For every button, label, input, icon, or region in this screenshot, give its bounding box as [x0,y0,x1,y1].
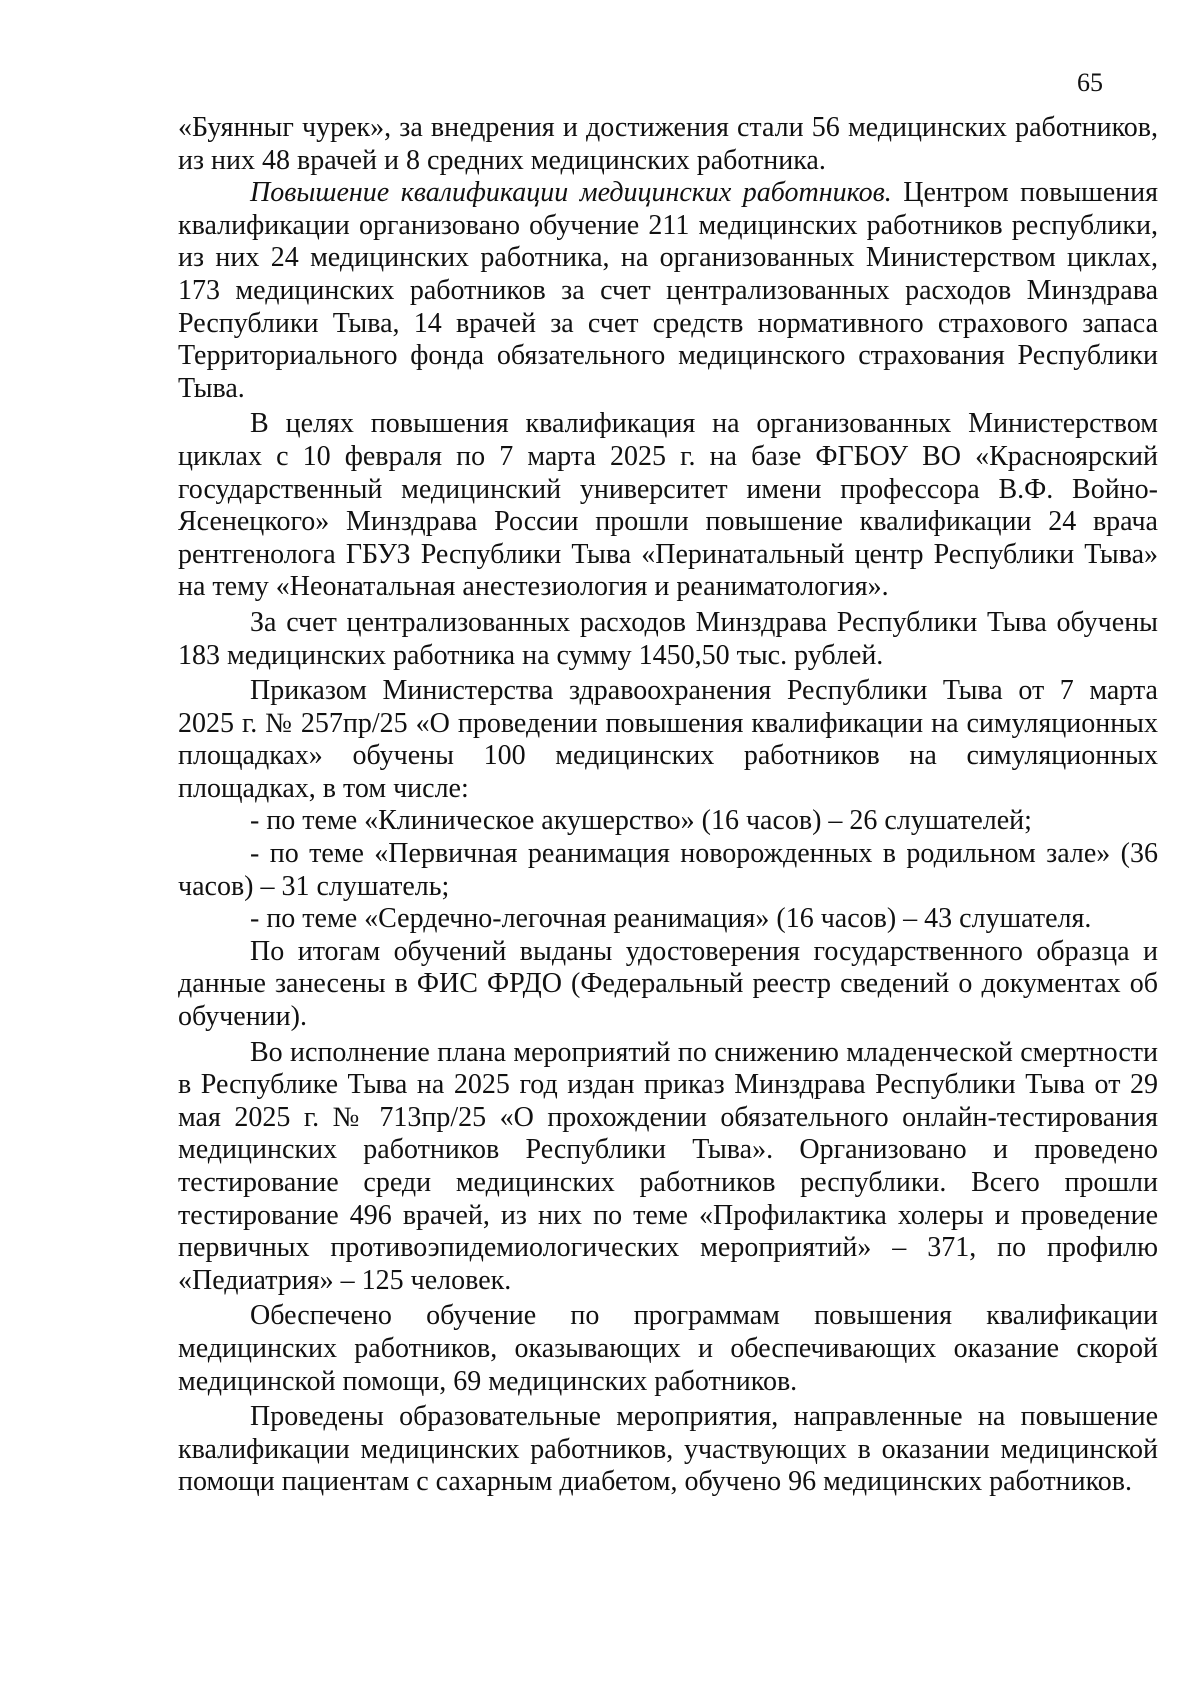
paragraph-text: Проведены образовательные мероприятия, направленные на повышение квалификации медицинских работников, участвующих в оказании медицинской помощи пациентам с сахарным диабетом, обучено 96 медицинских работников. [178,1401,1158,1498]
list-item-text: - по теме «Сердечно-легочная реанимация» (16 часов) – 43 слушателя. [250,903,1092,935]
paragraph-text: Во исполнение плана мероприятий по снижению младенческой смертности в Республике Тыва на 2025 год издан приказ Минздрава Республики Тыва от 29 мая 2025 г. № 713пр/25 «О прохождении обязательного онлайн-тестирования медицинских работников Республики Тыва». Организовано и проведено тестирование среди медицинских работников республики. Всего прошли тестирование 496 врачей, из них по теме «Профилактика холеры и проведение первичных противоэпидемиологических мероприятий» – 371, по профилю «Педиатрия» – 125 человек. [178,1036,1158,1296]
paragraph-centralized-expenses [178,607,1158,672]
paragraph-emergency-care-training [178,1300,1158,1398]
section-heading: Повышение квалификации медицинских работников. [250,177,892,209]
paragraph-qualification-training [178,177,1158,405]
list-item-cardiopulmonary-resuscitation [178,903,1158,936]
paragraph-text: Приказом Министерства здравоохранения Республики Тыва от 7 марта 2025 г. № 257пр/25 «О проведении повышения квалификации на симуляционных площадках» обучены 100 медицинских работников на симуляционных площадках, в том числе: [178,675,1158,804]
paragraph-text: «Буянныг чурек», за внедрения и достижения стали 56 медицинских работников, из них 48 врачей и 8 средних медицинских работника. [178,112,1158,176]
paragraph-continuation [178,112,1158,177]
page-number: 65 [1077,68,1103,97]
list-item-text: - по теме «Первичная реанимация новорожденных в родильном зале» (36 часов) – 31 слушатель; [178,838,1158,902]
paragraph-diabetes-training [178,1401,1158,1499]
paragraph-text: В целях повышения квалификация на организованных Министерством циклах с 10 февраля по 7 марта 2025 г. на базе ФГБОУ ВО «Красноярский государственный медицинский университет имени профессора В.Ф. Войно-Ясенецкого» Минздрава России прошли повышение квалификации 24 врача рентгенолога ГБУЗ Республики Тыва «Перинатальный центр Республики Тыва» на тему «Неонатальная анестезиология и реаниматология». [178,408,1158,603]
paragraph-certificates [178,936,1158,1034]
paragraph-simulation-order [178,675,1158,805]
paragraph-online-testing [178,1037,1158,1298]
list-item-text: - по теме «Клиническое акушерство» (16 часов) – 26 слушателей; [250,805,1032,837]
list-item-neonatal-resuscitation [178,838,1158,903]
list-item-obstetrics [178,805,1158,838]
paragraph-text: Обеспечено обучение по программам повышения квалификации медицинских работников, оказывающих и обеспечивающих оказание скорой медицинской помощи, 69 медицинских работников. [178,1300,1158,1397]
paragraph-text: За счет централизованных расходов Минздрава Республики Тыва обучены 183 медицинских работника на сумму 1450,50 тыс. рублей. [178,606,1158,671]
paragraph-text: Центром повышения квалификации организовано обучение 211 медицинских работников республики, из них 24 медицинских работника, на организованных Министерством циклах, 173 медицинских работников за счет централизованных расходов Минздрава Республики Тыва, 14 врачей за счет средств нормативного страхового запаса Территориального фонда обязательного медицинского страхования Республики Тыва. [178,177,1159,404]
document-body [178,112,1158,1499]
paragraph-text: По итогам обучений выданы удостоверения государственного образца и данные занесены в ФИС ФРДО (Федеральный реестр сведений о документах об обучении). [178,935,1158,1033]
paragraph-krasnoyarsk-cycles [178,408,1158,604]
